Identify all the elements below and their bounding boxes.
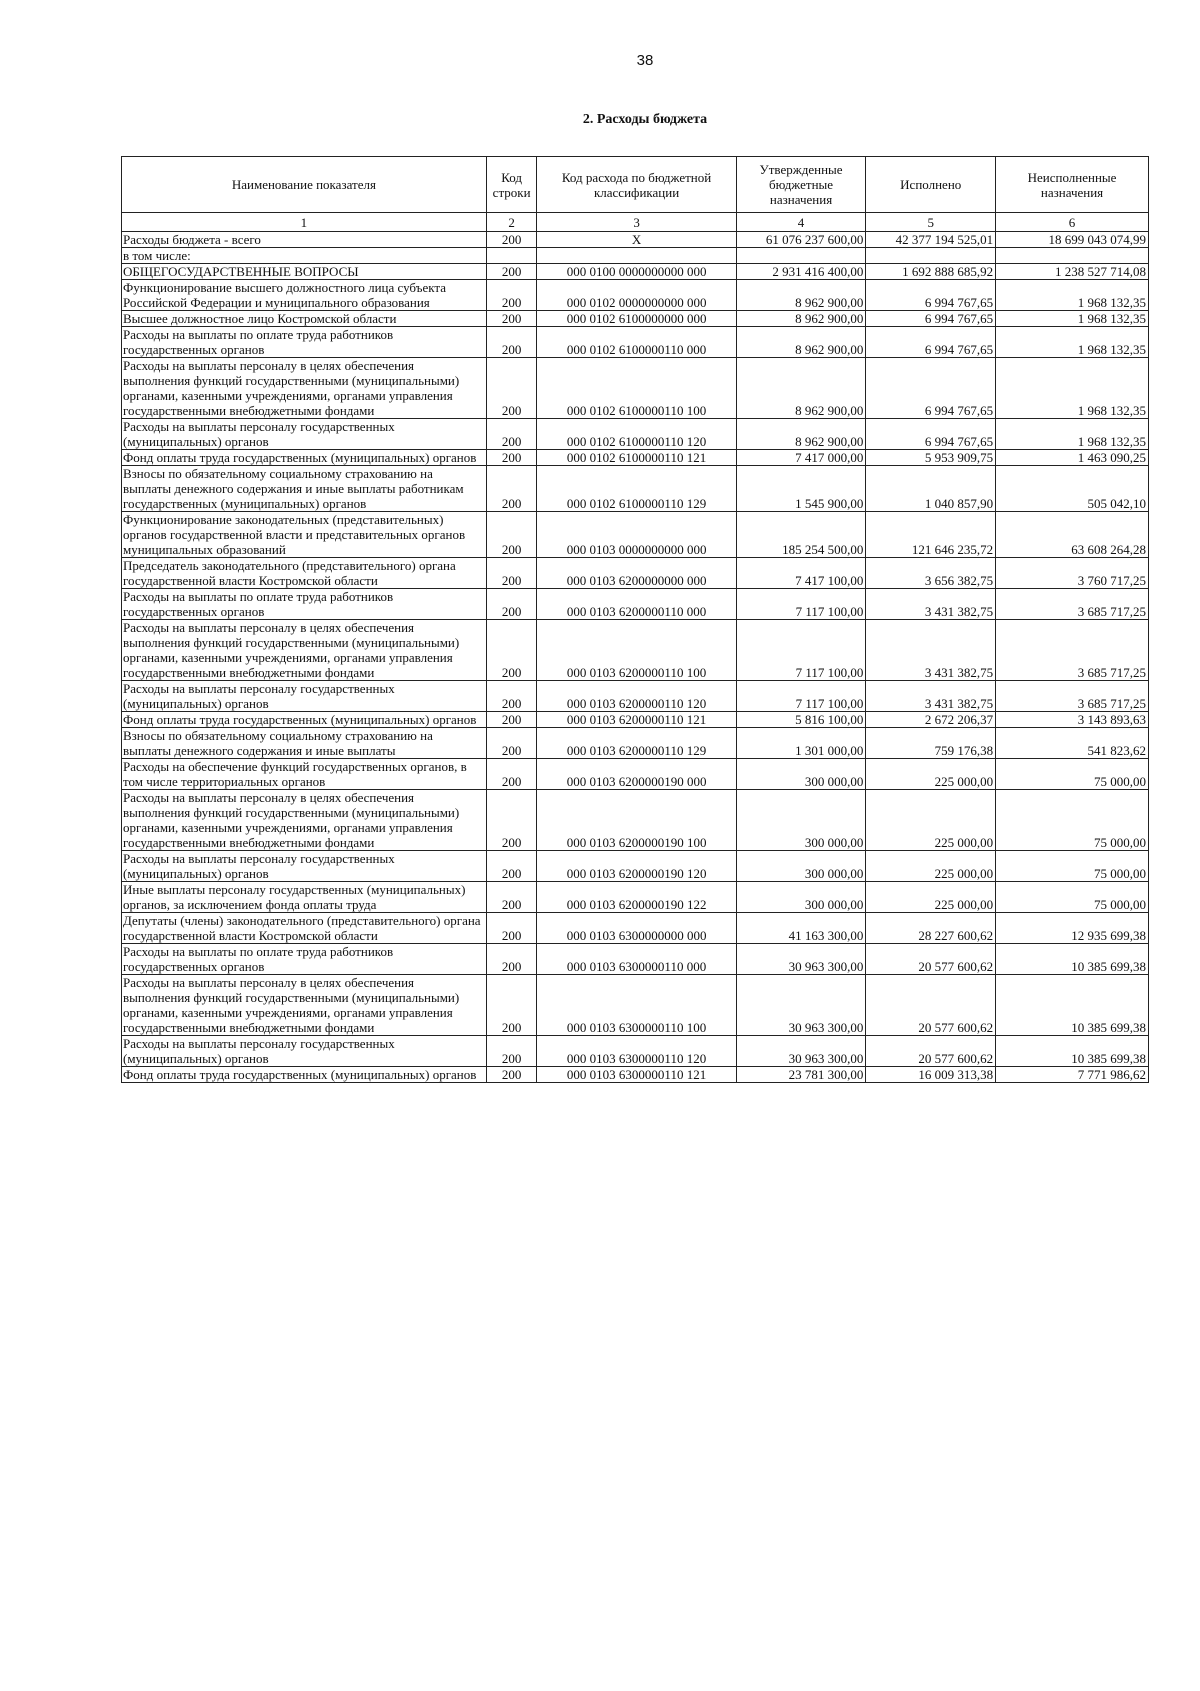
row-executed-amount: 225 000,00 xyxy=(866,882,996,913)
table-header-row xyxy=(122,157,1149,213)
table-row xyxy=(122,232,1149,248)
row-line-code: 200 xyxy=(486,759,537,790)
table-row xyxy=(122,264,1149,280)
row-executed-amount: 759 176,38 xyxy=(866,728,996,759)
row-approved-amount: 8 962 900,00 xyxy=(736,327,866,358)
page-number: 38 xyxy=(636,52,654,69)
row-expense-code: 000 0103 6300000110 120 xyxy=(537,1036,736,1067)
row-approved-amount: 61 076 237 600,00 xyxy=(736,232,866,248)
row-line-code: 200 xyxy=(486,1036,537,1067)
row-expense-code xyxy=(537,248,736,264)
row-name: Председатель законодательного (представительного) органа государственной власти Костромской области xyxy=(122,558,487,589)
row-approved-amount: 30 963 300,00 xyxy=(736,975,866,1036)
row-line-code: 200 xyxy=(486,975,537,1036)
table-row xyxy=(122,280,1149,311)
row-expense-code: 000 0103 6200000190 120 xyxy=(537,851,736,882)
row-unexecuted-amount: 505 042,10 xyxy=(996,466,1149,512)
row-unexecuted-amount: 7 771 986,62 xyxy=(996,1067,1149,1083)
row-unexecuted-amount: 3 760 717,25 xyxy=(996,558,1149,589)
row-name: Функционирование высшего должностного лица субъекта Российской Федерации и муниципального образования xyxy=(122,280,487,311)
table-row xyxy=(122,558,1149,589)
table-row xyxy=(122,358,1149,419)
row-executed-amount: 2 672 206,37 xyxy=(866,712,996,728)
table-row xyxy=(122,728,1149,759)
row-executed-amount: 6 994 767,65 xyxy=(866,311,996,327)
row-approved-amount: 30 963 300,00 xyxy=(736,944,866,975)
row-line-code xyxy=(486,248,537,264)
row-line-code: 200 xyxy=(486,264,537,280)
row-executed-amount: 16 009 313,38 xyxy=(866,1067,996,1083)
table-row xyxy=(122,759,1149,790)
row-approved-amount xyxy=(736,248,866,264)
table-row xyxy=(122,944,1149,975)
row-expense-code: 000 0103 6200000110 000 xyxy=(537,589,736,620)
row-name: Расходы на выплаты персоналу государственных (муниципальных) органов xyxy=(122,1036,487,1067)
row-name: Фонд оплаты труда государственных (муниципальных) органов xyxy=(122,1067,487,1083)
header-line-code: Код строки xyxy=(486,157,537,213)
row-name: Иные выплаты персоналу государственных (муниципальных) органов, за исключением фонда оплаты труда xyxy=(122,882,487,913)
row-expense-code: 000 0103 6200000190 100 xyxy=(537,790,736,851)
table-row xyxy=(122,419,1149,450)
row-executed-amount: 6 994 767,65 xyxy=(866,358,996,419)
row-executed-amount: 225 000,00 xyxy=(866,759,996,790)
row-unexecuted-amount: 63 608 264,28 xyxy=(996,512,1149,558)
row-line-code: 200 xyxy=(486,466,537,512)
row-approved-amount: 7 117 100,00 xyxy=(736,620,866,681)
row-name: Депутаты (члены) законодательного (представительного) органа государственной власти Костромской области xyxy=(122,913,487,944)
row-unexecuted-amount: 1 238 527 714,08 xyxy=(996,264,1149,280)
row-approved-amount: 7 417 000,00 xyxy=(736,450,866,466)
row-line-code: 200 xyxy=(486,419,537,450)
column-number: 4 xyxy=(736,213,866,232)
row-name: Расходы на выплаты по оплате труда работников государственных органов xyxy=(122,327,487,358)
table-row xyxy=(122,466,1149,512)
row-executed-amount: 1 040 857,90 xyxy=(866,466,996,512)
row-executed-amount: 1 692 888 685,92 xyxy=(866,264,996,280)
row-executed-amount xyxy=(866,248,996,264)
row-expense-code: 000 0103 6200000110 121 xyxy=(537,712,736,728)
row-line-code: 200 xyxy=(486,232,537,248)
row-approved-amount: 8 962 900,00 xyxy=(736,311,866,327)
row-unexecuted-amount: 3 143 893,63 xyxy=(996,712,1149,728)
row-name: Расходы на выплаты по оплате труда работников государственных органов xyxy=(122,944,487,975)
row-approved-amount: 8 962 900,00 xyxy=(736,358,866,419)
column-number: 1 xyxy=(122,213,487,232)
row-line-code: 200 xyxy=(486,681,537,712)
row-line-code: 200 xyxy=(486,450,537,466)
header-executed: Исполнено xyxy=(866,157,996,213)
row-approved-amount: 7 117 100,00 xyxy=(736,681,866,712)
row-executed-amount: 3 431 382,75 xyxy=(866,589,996,620)
row-unexecuted-amount: 10 385 699,38 xyxy=(996,975,1149,1036)
row-expense-code: 000 0103 0000000000 000 xyxy=(537,512,736,558)
row-approved-amount: 8 962 900,00 xyxy=(736,419,866,450)
table-row xyxy=(122,1067,1149,1083)
row-unexecuted-amount: 1 968 132,35 xyxy=(996,311,1149,327)
row-approved-amount: 8 962 900,00 xyxy=(736,280,866,311)
row-unexecuted-amount: 75 000,00 xyxy=(996,882,1149,913)
row-unexecuted-amount: 10 385 699,38 xyxy=(996,944,1149,975)
row-name: Расходы на выплаты персоналу в целях обеспечения выполнения функций государственными (муниципальными) органами, казенными учреждениями, органами управления государственными внебюджетными фондами xyxy=(122,975,487,1036)
table-row xyxy=(122,975,1149,1036)
row-approved-amount: 300 000,00 xyxy=(736,759,866,790)
row-executed-amount: 6 994 767,65 xyxy=(866,419,996,450)
row-name: Расходы на обеспечение функций государственных органов, в том числе территориальных органов xyxy=(122,759,487,790)
header-unexecuted: Неисполненные назначения xyxy=(996,157,1149,213)
row-expense-code: 000 0103 6200000110 100 xyxy=(537,620,736,681)
row-expense-code: 000 0103 6200000110 120 xyxy=(537,681,736,712)
row-line-code: 200 xyxy=(486,728,537,759)
table-row xyxy=(122,248,1149,264)
table-row xyxy=(122,712,1149,728)
table-row xyxy=(122,681,1149,712)
table-row xyxy=(122,620,1149,681)
row-executed-amount: 5 953 909,75 xyxy=(866,450,996,466)
row-unexecuted-amount: 1 968 132,35 xyxy=(996,358,1149,419)
row-line-code: 200 xyxy=(486,851,537,882)
row-unexecuted-amount: 1 463 090,25 xyxy=(996,450,1149,466)
row-line-code: 200 xyxy=(486,512,537,558)
row-approved-amount: 7 417 100,00 xyxy=(736,558,866,589)
row-approved-amount: 1 301 000,00 xyxy=(736,728,866,759)
row-expense-code: 000 0102 6100000110 120 xyxy=(537,419,736,450)
row-expense-code: 000 0103 6200000190 122 xyxy=(537,882,736,913)
budget-expenses-table xyxy=(121,156,1149,1083)
row-name: Расходы на выплаты персоналу государственных (муниципальных) органов xyxy=(122,681,487,712)
row-executed-amount: 20 577 600,62 xyxy=(866,944,996,975)
row-line-code: 200 xyxy=(486,913,537,944)
table-row xyxy=(122,882,1149,913)
column-number: 5 xyxy=(866,213,996,232)
row-unexecuted-amount: 12 935 699,38 xyxy=(996,913,1149,944)
row-unexecuted-amount: 18 699 043 074,99 xyxy=(996,232,1149,248)
row-line-code: 200 xyxy=(486,280,537,311)
row-executed-amount: 121 646 235,72 xyxy=(866,512,996,558)
row-unexecuted-amount xyxy=(996,248,1149,264)
row-name: Расходы бюджета - всего xyxy=(122,232,487,248)
row-expense-code: 000 0102 6100000110 121 xyxy=(537,450,736,466)
row-line-code: 200 xyxy=(486,620,537,681)
row-line-code: 200 xyxy=(486,358,537,419)
column-number: 3 xyxy=(537,213,736,232)
row-approved-amount: 300 000,00 xyxy=(736,790,866,851)
row-name: Взносы по обязательному социальному страхованию на выплаты денежного содержания и иные выплаты работникам государственных (муниципальных) органов xyxy=(122,466,487,512)
header-expense-code: Код расхода по бюджетной классификации xyxy=(537,157,736,213)
row-expense-code: 000 0103 6200000110 129 xyxy=(537,728,736,759)
row-unexecuted-amount: 1 968 132,35 xyxy=(996,280,1149,311)
row-executed-amount: 6 994 767,65 xyxy=(866,327,996,358)
row-executed-amount: 20 577 600,62 xyxy=(866,975,996,1036)
row-unexecuted-amount: 3 685 717,25 xyxy=(996,681,1149,712)
row-executed-amount: 28 227 600,62 xyxy=(866,913,996,944)
row-expense-code: 000 0103 6300000110 000 xyxy=(537,944,736,975)
column-number: 2 xyxy=(486,213,537,232)
row-line-code: 200 xyxy=(486,944,537,975)
row-executed-amount: 3 431 382,75 xyxy=(866,681,996,712)
row-expense-code: 000 0103 6300000110 121 xyxy=(537,1067,736,1083)
table-row xyxy=(122,851,1149,882)
row-name: в том числе: xyxy=(122,248,487,264)
row-name: Расходы на выплаты по оплате труда работников государственных органов xyxy=(122,589,487,620)
section-title: 2. Расходы бюджета xyxy=(582,112,708,127)
row-name: ОБЩЕГОСУДАРСТВЕННЫЕ ВОПРОСЫ xyxy=(122,264,487,280)
header-approved: Утвержденные бюджетные назначения xyxy=(736,157,866,213)
row-line-code: 200 xyxy=(486,1067,537,1083)
row-expense-code: 000 0102 6100000000 000 xyxy=(537,311,736,327)
row-approved-amount: 300 000,00 xyxy=(736,882,866,913)
row-unexecuted-amount: 541 823,62 xyxy=(996,728,1149,759)
row-approved-amount: 300 000,00 xyxy=(736,851,866,882)
row-name: Фонд оплаты труда государственных (муниципальных) органов xyxy=(122,712,487,728)
row-line-code: 200 xyxy=(486,882,537,913)
row-approved-amount: 185 254 500,00 xyxy=(736,512,866,558)
row-approved-amount: 5 816 100,00 xyxy=(736,712,866,728)
row-unexecuted-amount: 3 685 717,25 xyxy=(996,589,1149,620)
row-approved-amount: 1 545 900,00 xyxy=(736,466,866,512)
header-indicator-name: Наименование показателя xyxy=(122,157,487,213)
table-row xyxy=(122,589,1149,620)
table-row xyxy=(122,1036,1149,1067)
column-number: 6 xyxy=(996,213,1149,232)
row-expense-code: 000 0103 6200000000 000 xyxy=(537,558,736,589)
table-row xyxy=(122,327,1149,358)
table-row xyxy=(122,913,1149,944)
row-unexecuted-amount: 75 000,00 xyxy=(996,851,1149,882)
row-approved-amount: 2 931 416 400,00 xyxy=(736,264,866,280)
row-name: Фонд оплаты труда государственных (муниципальных) органов xyxy=(122,450,487,466)
row-expense-code: 000 0102 6100000110 129 xyxy=(537,466,736,512)
row-expense-code: 000 0103 6200000190 000 xyxy=(537,759,736,790)
row-executed-amount: 225 000,00 xyxy=(866,790,996,851)
row-unexecuted-amount: 1 968 132,35 xyxy=(996,419,1149,450)
row-executed-amount: 6 994 767,65 xyxy=(866,280,996,311)
row-name: Расходы на выплаты персоналу государственных (муниципальных) органов xyxy=(122,419,487,450)
row-executed-amount: 225 000,00 xyxy=(866,851,996,882)
row-expense-code: 000 0102 6100000110 000 xyxy=(537,327,736,358)
row-approved-amount: 30 963 300,00 xyxy=(736,1036,866,1067)
row-name: Высшее должностное лицо Костромской области xyxy=(122,311,487,327)
row-approved-amount: 23 781 300,00 xyxy=(736,1067,866,1083)
row-line-code: 200 xyxy=(486,327,537,358)
row-expense-code: X xyxy=(537,232,736,248)
table-row xyxy=(122,790,1149,851)
row-expense-code: 000 0103 6300000110 100 xyxy=(537,975,736,1036)
row-name: Расходы на выплаты персоналу в целях обеспечения выполнения функций государственными (муниципальными) органами, казенными учреждениями, органами управления государственными внебюджетными фондами xyxy=(122,620,487,681)
row-name: Функционирование законодательных (представительных) органов государственной власти и представительных органов муниципальных образований xyxy=(122,512,487,558)
row-name: Взносы по обязательному социальному страхованию на выплаты денежного содержания и иные выплаты xyxy=(122,728,487,759)
row-expense-code: 000 0102 0000000000 000 xyxy=(537,280,736,311)
row-name: Расходы на выплаты персоналу государственных (муниципальных) органов xyxy=(122,851,487,882)
column-number-row xyxy=(122,213,1149,232)
row-executed-amount: 3 431 382,75 xyxy=(866,620,996,681)
row-unexecuted-amount: 75 000,00 xyxy=(996,790,1149,851)
row-line-code: 200 xyxy=(486,558,537,589)
row-line-code: 200 xyxy=(486,311,537,327)
row-unexecuted-amount: 75 000,00 xyxy=(996,759,1149,790)
row-executed-amount: 42 377 194 525,01 xyxy=(866,232,996,248)
row-approved-amount: 41 163 300,00 xyxy=(736,913,866,944)
table-row xyxy=(122,512,1149,558)
row-line-code: 200 xyxy=(486,589,537,620)
row-line-code: 200 xyxy=(486,790,537,851)
row-expense-code: 000 0102 6100000110 100 xyxy=(537,358,736,419)
row-executed-amount: 3 656 382,75 xyxy=(866,558,996,589)
table-row xyxy=(122,450,1149,466)
row-unexecuted-amount: 3 685 717,25 xyxy=(996,620,1149,681)
row-unexecuted-amount: 10 385 699,38 xyxy=(996,1036,1149,1067)
row-unexecuted-amount: 1 968 132,35 xyxy=(996,327,1149,358)
row-line-code: 200 xyxy=(486,712,537,728)
row-executed-amount: 20 577 600,62 xyxy=(866,1036,996,1067)
row-name: Расходы на выплаты персоналу в целях обеспечения выполнения функций государственными (муниципальными) органами, казенными учреждениями, органами управления государственными внебюджетными фондами xyxy=(122,358,487,419)
row-name: Расходы на выплаты персоналу в целях обеспечения выполнения функций государственными (муниципальными) органами, казенными учреждениями, органами управления государственными внебюджетными фондами xyxy=(122,790,487,851)
row-expense-code: 000 0100 0000000000 000 xyxy=(537,264,736,280)
row-approved-amount: 7 117 100,00 xyxy=(736,589,866,620)
table-row xyxy=(122,311,1149,327)
row-expense-code: 000 0103 6300000000 000 xyxy=(537,913,736,944)
